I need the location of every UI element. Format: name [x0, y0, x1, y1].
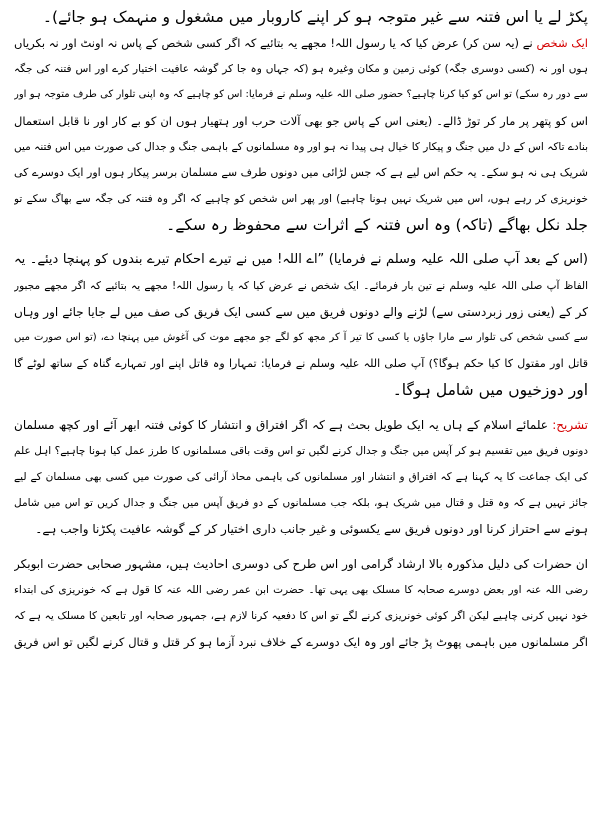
line-text: ان حضرات کی دلیل مذکورہ بالا ارشاد گرامی اور اس طرح کی دوسری احادیث ہیں، مشہور صحابی حضرت ابوبکر — [14, 557, 588, 571]
line-text: خود نہیں کرنی چاہیے لیکن اگر کوئی خونریزی کرنے لگے تو اس کا دفعیہ کرنا لازم ہے، جمہور صحابہ اور تابعین کا مسلک یہ ہے کہ — [14, 610, 588, 622]
line-text: سے کسی شخص کی تلوار سے مارا جاؤں یا کسی کا تیر آ کر مجھ کو لگے جو مجھے موت کی آغوش میں پہنچا دے، (تو اس صورت میں — [14, 332, 588, 343]
line-text: خونریزی کر رہے ہوں، اس میں شریک نہیں ہونا چاہیے) اور پھر اس شخص کو چاہیے کہ اگر وہ فتنہ کی جگہ سے بھاگ سکے تو — [14, 193, 588, 205]
text-line — [14, 299, 588, 325]
commentary-label: تشریح: — [552, 418, 588, 432]
line-text: جائز نہیں ہے کہ وہ قتل و قتال میں شریک ہو، بلکہ جب مسلمانوں کے دو فریق آپس میں جنگ و جدال کریں تو اس میں شامل — [14, 497, 588, 509]
text-line — [14, 134, 588, 160]
document-page — [0, 4, 602, 837]
text-line — [14, 412, 588, 438]
line-text: علمائے اسلام کے ہاں یہ ایک طویل بحث ہے کہ اگر افتراق و انتشار کا کوئی فتنہ ابھر آئے اور کچھ مسلمان — [14, 418, 548, 432]
text-line — [14, 490, 588, 516]
text-line — [14, 516, 588, 542]
line-text: دونوں فریق میں تقسیم ہو کر آپس میں جنگ و جدال کرنے لگیں تو اس وقت باقی مسلمانوں کا طرز عمل کیا ہونا چاہیے؟ اہل علم — [14, 445, 588, 457]
paragraph-gap — [14, 403, 588, 412]
line-text: پکڑ لے یا اس فتنہ سے غیر متوجہ ہو کر اپنے کاروبار میں مشغول و منہمک ہو جائے)۔ — [42, 8, 588, 26]
line-text: شریک ہی نہ ہو سکے۔ یہ حکم اس لیے ہے کہ جس لڑائی میں دونوں طرف سے مسلمان برسر پیکار ہوں اور ایک دوسرے کی — [14, 166, 588, 179]
line-text: ہوں اور نہ (کسی دوسری جگہ) کوئی زمین و مکان وغیرہ ہو (کہ جہاں وہ جا کر گوشہ عافیت اختیار کرے اور اس فتنہ کی جگہ — [14, 63, 588, 75]
text-line — [14, 551, 588, 577]
line-text: کر کے (یعنی زور زبردستی سے) لڑنے والے دونوں فریق میں سے کسی ایک فریق کی صف میں لے جایا جائے اور وہاں — [14, 305, 588, 319]
text-line — [14, 438, 588, 464]
line-text: اگر مسلمانوں میں باہمی پھوٹ پڑ جائے اور وہ ایک دوسرے کے خلاف نبرد آزما ہو کر قتل و قتال کرنے لگیں تو اس فریق — [14, 635, 588, 649]
line-text: رضی اللہ عنہ اور بعض دوسرے صحابہ کا مسلک بھی یہی تھا۔ حضرت ابن عمر رضی اللہ عنہ کا قول ہے کہ خونریزی کی ابتداء — [14, 584, 588, 596]
text-line — [14, 82, 588, 108]
text-line — [14, 325, 588, 351]
paragraph-lead: ایک شخص — [536, 36, 588, 50]
line-text: الفاظ آپ صلی اللہ علیہ وسلم نے تین بار فرمائے۔ ایک شخص نے عرض کیا کہ یا رسول اللہ! مجھے یہ بتائیے کہ اگر مجھے مجبور — [14, 280, 588, 292]
line-text: ہونے سے احتراز کرنا اور دونوں فریق سے یکسوئی و غیر جانب داری اختیار کر کے گوشہ عافیت پکڑنا واجب ہے۔ — [35, 522, 588, 536]
line-text: (اس کے بعد آپ صلی اللہ علیہ وسلم نے فرمایا) ”اے اللہ! میں نے تیرے احکام تیرے بندوں کو پہنچا دیئے۔ یہ — [14, 252, 588, 267]
text-line — [14, 30, 588, 56]
paragraph-gap — [14, 238, 588, 247]
line-text: اور دوزخیوں میں شامل ہوگا۔ — [392, 381, 588, 399]
text-line — [14, 377, 588, 403]
text-line — [14, 56, 588, 82]
text-line — [14, 4, 588, 30]
text-line — [14, 577, 588, 603]
text-line — [14, 108, 588, 134]
text-line — [14, 160, 588, 186]
text-line — [14, 603, 588, 629]
text-line — [14, 186, 588, 212]
paragraph-gap — [14, 542, 588, 551]
text-line — [14, 464, 588, 490]
text-line — [14, 247, 588, 273]
text-line — [14, 273, 588, 299]
line-text: اس کو پتھر پر مار کر توڑ ڈالے۔ (یعنی اس کے پاس جو بھی آلات حرب اور ہتھیار ہوں ان کو بے کار اور نا قابل استعمال — [14, 114, 588, 128]
text-line — [14, 351, 588, 377]
text-line — [14, 629, 588, 655]
line-text: کی ایک جماعت کا یہ کہنا ہے کہ افتراق و انتشار اور مسلمانوں کی باہمی محاذ آرائی کی صورت میں کسی بھی مسلمان کے لیے — [14, 471, 588, 483]
line-text: سے دور رہ سکے) تو اس کو کیا کرنا چاہیے؟ حضور صلی اللہ علیہ وسلم نے فرمایا: اس کو چاہیے کہ وہ اپنی تلوار کی طرف متوجہ ہو اور — [14, 89, 588, 100]
line-text: نے (یہ سن کر) عرض کیا کہ یا رسول اللہ! مجھے یہ بتائیے کہ اگر کسی شخص کے پاس نہ اونٹ اور نہ بکریاں — [14, 36, 533, 50]
line-text: جلد نکل بھاگے (تاکہ) وہ اس فتنہ کے اثرات سے محفوظ رہ سکے۔ — [166, 216, 588, 234]
line-text: قاتل اور مقتول کا کیا حکم ہوگا؟) آپ صلی اللہ علیہ وسلم نے فرمایا: تمہارا وہ قاتل اپنے اور تمہارے گناہ کے ساتھ لوٹے گا — [14, 357, 588, 370]
text-line — [14, 212, 588, 238]
line-text: بنادے تاکہ اس کے دل میں جنگ و پیکار کا خیال ہی پیدا نہ ہو اور وہ مسلمانوں کے باہمی جنگ و جدال کی صورت میں اس فتنہ میں — [14, 141, 588, 153]
